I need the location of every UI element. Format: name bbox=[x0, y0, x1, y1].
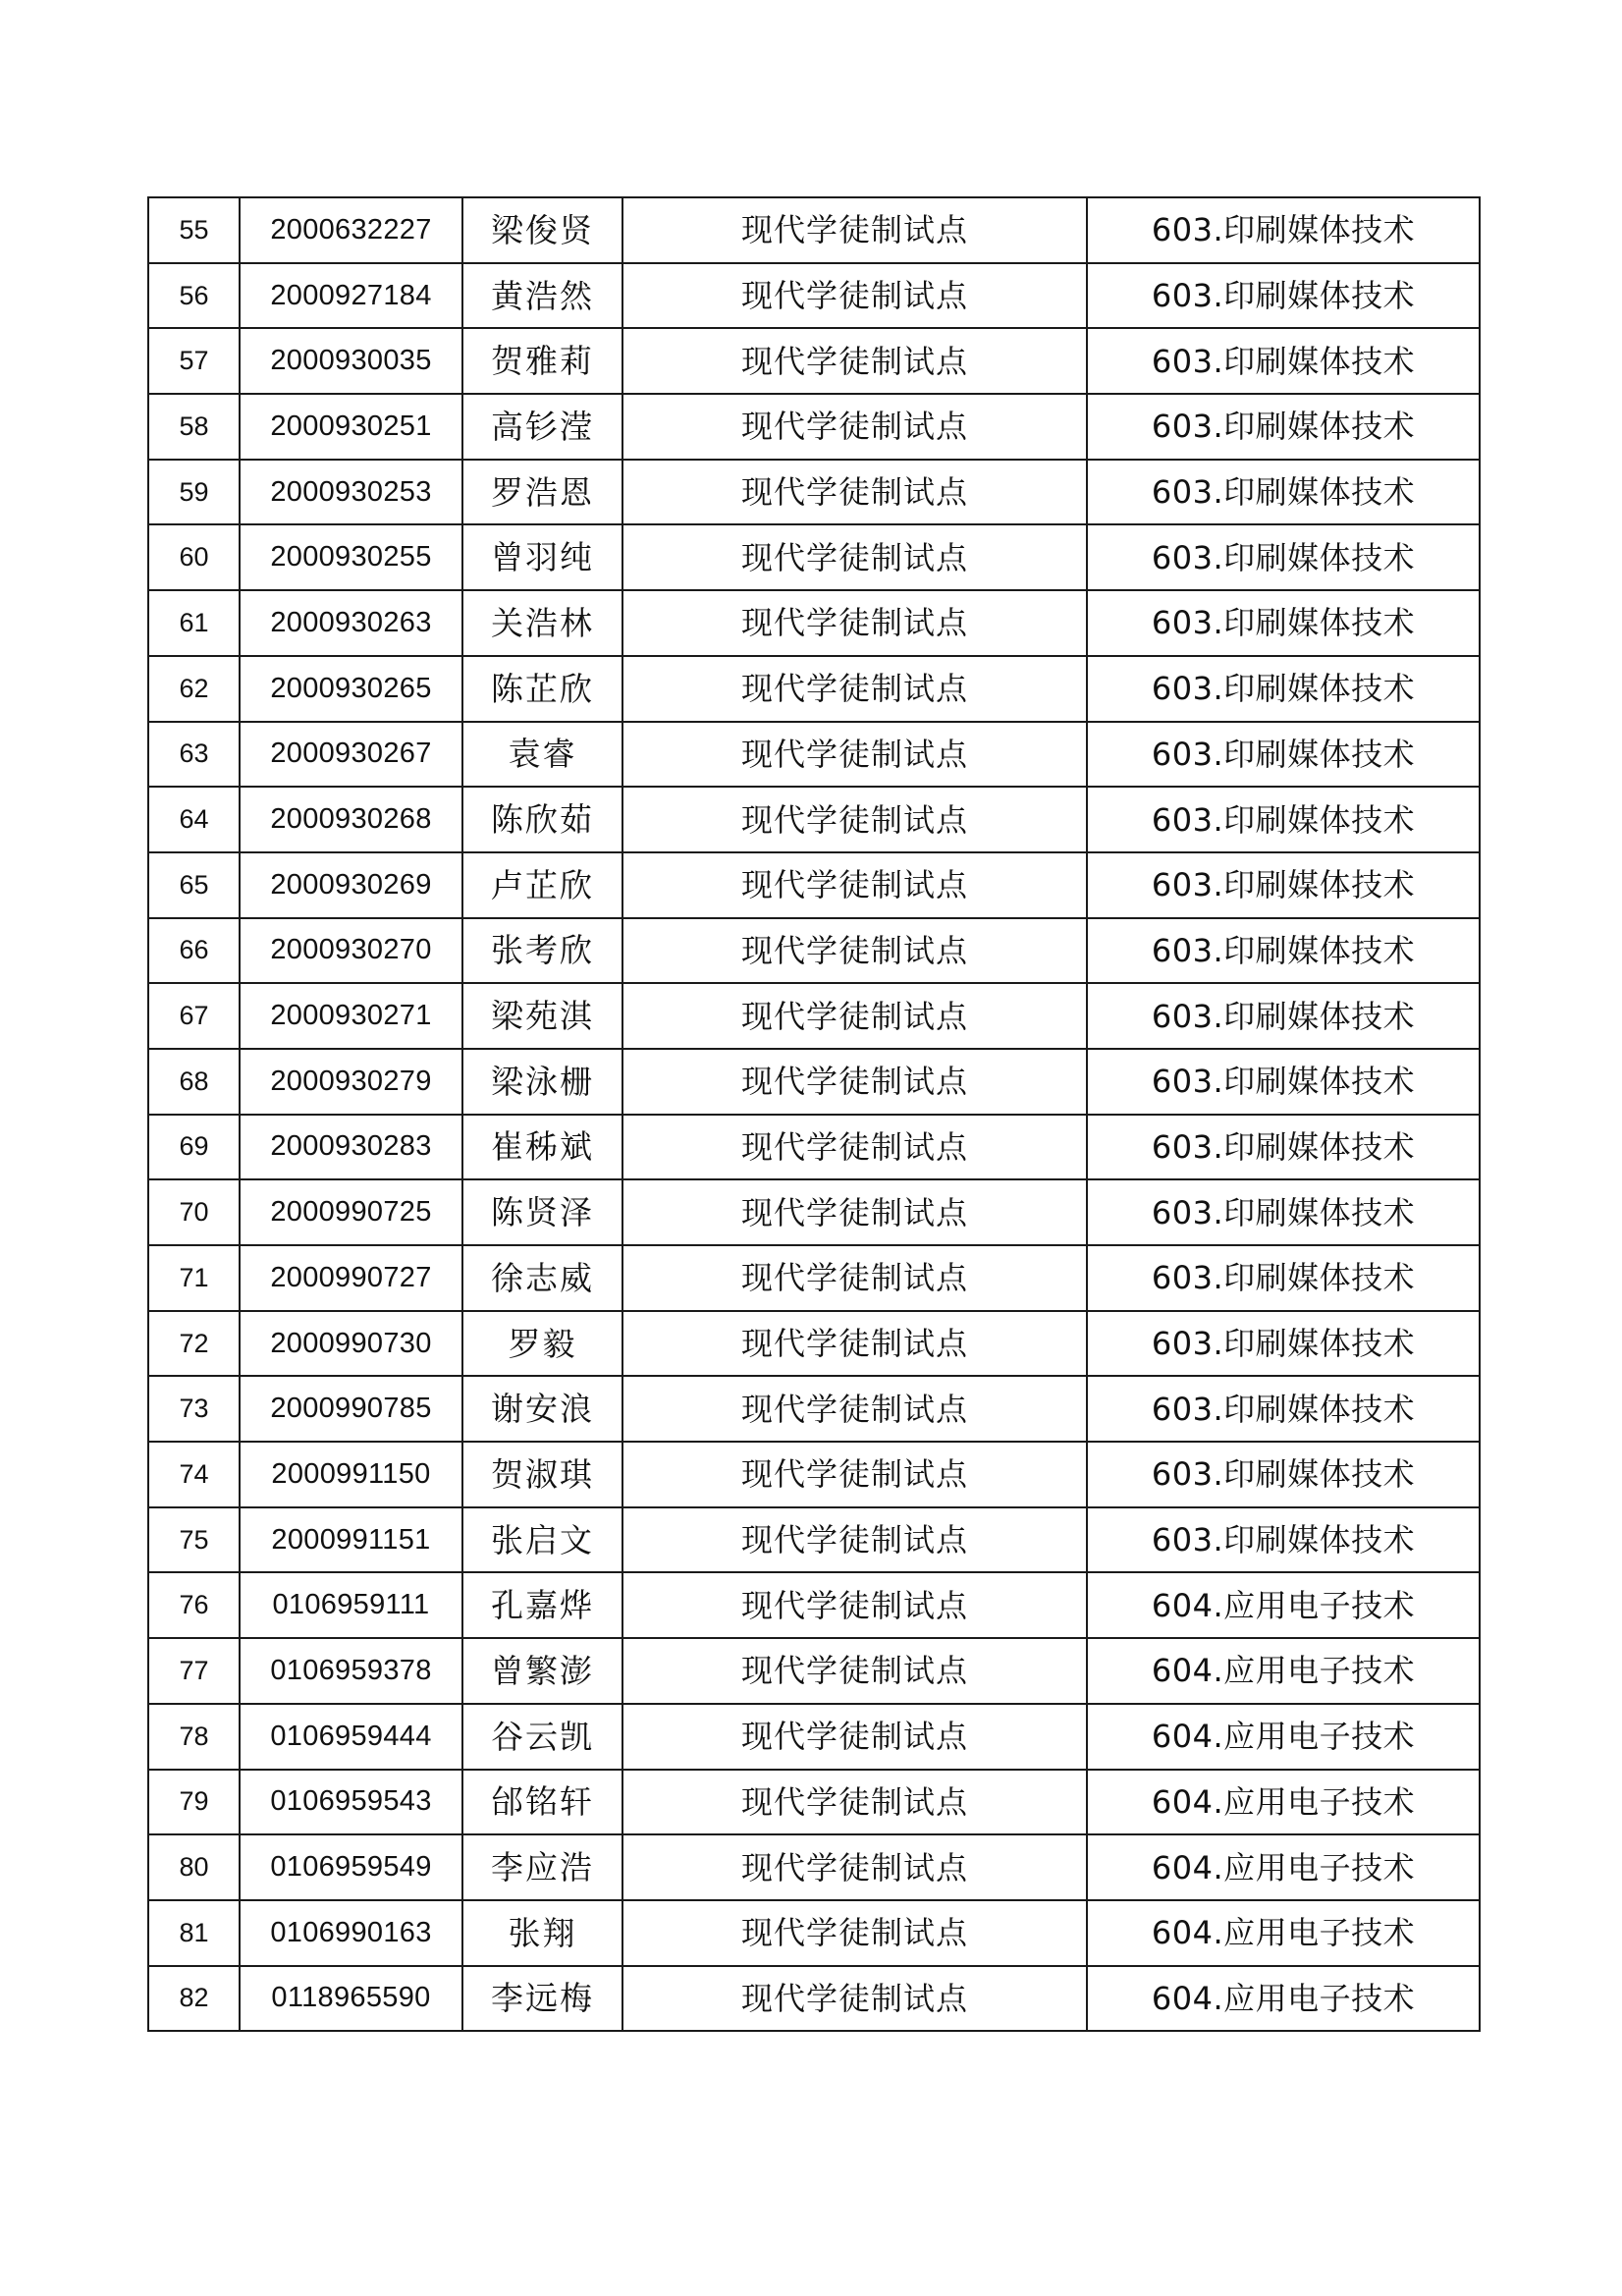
program-type-cell: 现代学徒制试点 bbox=[622, 197, 1087, 263]
table-row bbox=[148, 1704, 1480, 1770]
table-row bbox=[148, 787, 1480, 852]
major-cell: 603.印刷媒体技术 bbox=[1087, 460, 1480, 525]
program-type-cell: 现代学徒制试点 bbox=[622, 983, 1087, 1049]
row-number-cell: 75 bbox=[148, 1507, 240, 1573]
student-name-cell: 贺雅莉 bbox=[462, 328, 622, 394]
major-cell: 604.应用电子技术 bbox=[1087, 1770, 1480, 1835]
major-cell: 603.印刷媒体技术 bbox=[1087, 787, 1480, 852]
major-cell: 603.印刷媒体技术 bbox=[1087, 263, 1480, 329]
major-cell: 603.印刷媒体技术 bbox=[1087, 722, 1480, 788]
student-name-cell: 徐志威 bbox=[462, 1245, 622, 1311]
student-name-cell: 罗毅 bbox=[462, 1311, 622, 1377]
student-name-cell: 陈欣茹 bbox=[462, 787, 622, 852]
row-number-cell: 63 bbox=[148, 722, 240, 788]
table-row bbox=[148, 197, 1480, 263]
student-name-cell: 卢芷欣 bbox=[462, 852, 622, 918]
student-id-cell: 2000991151 bbox=[240, 1507, 462, 1573]
table-row bbox=[148, 918, 1480, 984]
major-cell: 603.印刷媒体技术 bbox=[1087, 1115, 1480, 1180]
student-name-cell: 李远梅 bbox=[462, 1966, 622, 2032]
program-type-cell: 现代学徒制试点 bbox=[622, 1376, 1087, 1442]
student-id-cell: 2000930251 bbox=[240, 394, 462, 460]
row-number-cell: 67 bbox=[148, 983, 240, 1049]
student-id-cell: 2000930267 bbox=[240, 722, 462, 788]
row-number-cell: 70 bbox=[148, 1179, 240, 1245]
student-name-cell: 陈贤泽 bbox=[462, 1179, 622, 1245]
program-type-cell: 现代学徒制试点 bbox=[622, 524, 1087, 590]
row-number-cell: 56 bbox=[148, 263, 240, 329]
row-number-cell: 73 bbox=[148, 1376, 240, 1442]
major-cell: 604.应用电子技术 bbox=[1087, 1638, 1480, 1704]
major-cell: 604.应用电子技术 bbox=[1087, 1900, 1480, 1966]
student-id-cell: 2000930263 bbox=[240, 590, 462, 656]
student-id-cell: 2000632227 bbox=[240, 197, 462, 263]
major-cell: 603.印刷媒体技术 bbox=[1087, 656, 1480, 722]
student-id-cell: 2000990727 bbox=[240, 1245, 462, 1311]
row-number-cell: 82 bbox=[148, 1966, 240, 2032]
row-number-cell: 81 bbox=[148, 1900, 240, 1966]
table-row bbox=[148, 1245, 1480, 1311]
program-type-cell: 现代学徒制试点 bbox=[622, 1704, 1087, 1770]
student-name-cell: 谷云凯 bbox=[462, 1704, 622, 1770]
row-number-cell: 71 bbox=[148, 1245, 240, 1311]
major-cell: 604.应用电子技术 bbox=[1087, 1966, 1480, 2032]
student-name-cell: 梁苑淇 bbox=[462, 983, 622, 1049]
student-name-cell: 谢安浪 bbox=[462, 1376, 622, 1442]
program-type-cell: 现代学徒制试点 bbox=[622, 1966, 1087, 2032]
student-id-cell: 0106959543 bbox=[240, 1770, 462, 1835]
major-cell: 603.印刷媒体技术 bbox=[1087, 1507, 1480, 1573]
table-row bbox=[148, 1376, 1480, 1442]
major-cell: 603.印刷媒体技术 bbox=[1087, 328, 1480, 394]
major-cell: 603.印刷媒体技术 bbox=[1087, 852, 1480, 918]
table-row bbox=[148, 983, 1480, 1049]
student-id-cell: 0106959444 bbox=[240, 1704, 462, 1770]
row-number-cell: 58 bbox=[148, 394, 240, 460]
table-row bbox=[148, 722, 1480, 788]
row-number-cell: 64 bbox=[148, 787, 240, 852]
student-name-cell: 曾羽纯 bbox=[462, 524, 622, 590]
major-cell: 604.应用电子技术 bbox=[1087, 1834, 1480, 1900]
student-id-cell: 2000930035 bbox=[240, 328, 462, 394]
table-row bbox=[148, 656, 1480, 722]
student-name-cell: 曾繁澎 bbox=[462, 1638, 622, 1704]
student-id-cell: 2000990785 bbox=[240, 1376, 462, 1442]
major-cell: 603.印刷媒体技术 bbox=[1087, 1049, 1480, 1115]
student-name-cell: 邰铭轩 bbox=[462, 1770, 622, 1835]
roster-table-body bbox=[148, 197, 1480, 2031]
program-type-cell: 现代学徒制试点 bbox=[622, 1507, 1087, 1573]
row-number-cell: 55 bbox=[148, 197, 240, 263]
program-type-cell: 现代学徒制试点 bbox=[622, 1442, 1087, 1507]
row-number-cell: 77 bbox=[148, 1638, 240, 1704]
major-cell: 603.印刷媒体技术 bbox=[1087, 918, 1480, 984]
major-cell: 603.印刷媒体技术 bbox=[1087, 197, 1480, 263]
row-number-cell: 62 bbox=[148, 656, 240, 722]
table-row bbox=[148, 1179, 1480, 1245]
student-name-cell: 罗浩恩 bbox=[462, 460, 622, 525]
table-row bbox=[148, 1442, 1480, 1507]
student-id-cell: 2000930265 bbox=[240, 656, 462, 722]
student-id-cell: 2000990730 bbox=[240, 1311, 462, 1377]
student-id-cell: 2000930253 bbox=[240, 460, 462, 525]
student-id-cell: 0106959378 bbox=[240, 1638, 462, 1704]
program-type-cell: 现代学徒制试点 bbox=[622, 1179, 1087, 1245]
table-row bbox=[148, 1966, 1480, 2032]
table-row bbox=[148, 394, 1480, 460]
program-type-cell: 现代学徒制试点 bbox=[622, 460, 1087, 525]
row-number-cell: 78 bbox=[148, 1704, 240, 1770]
program-type-cell: 现代学徒制试点 bbox=[622, 1245, 1087, 1311]
student-name-cell: 崔秭斌 bbox=[462, 1115, 622, 1180]
row-number-cell: 60 bbox=[148, 524, 240, 590]
table-row bbox=[148, 1834, 1480, 1900]
program-type-cell: 现代学徒制试点 bbox=[622, 328, 1087, 394]
student-name-cell: 高钐滢 bbox=[462, 394, 622, 460]
student-name-cell: 张翔 bbox=[462, 1900, 622, 1966]
row-number-cell: 68 bbox=[148, 1049, 240, 1115]
row-number-cell: 79 bbox=[148, 1770, 240, 1835]
program-type-cell: 现代学徒制试点 bbox=[622, 1834, 1087, 1900]
table-row bbox=[148, 263, 1480, 329]
program-type-cell: 现代学徒制试点 bbox=[622, 1115, 1087, 1180]
student-name-cell: 陈芷欣 bbox=[462, 656, 622, 722]
student-id-cell: 0118965590 bbox=[240, 1966, 462, 2032]
program-type-cell: 现代学徒制试点 bbox=[622, 722, 1087, 788]
row-number-cell: 57 bbox=[148, 328, 240, 394]
student-id-cell: 0106959111 bbox=[240, 1572, 462, 1638]
table-row bbox=[148, 524, 1480, 590]
row-number-cell: 69 bbox=[148, 1115, 240, 1180]
row-number-cell: 61 bbox=[148, 590, 240, 656]
major-cell: 603.印刷媒体技术 bbox=[1087, 1376, 1480, 1442]
student-id-cell: 2000927184 bbox=[240, 263, 462, 329]
student-id-cell: 0106990163 bbox=[240, 1900, 462, 1966]
major-cell: 604.应用电子技术 bbox=[1087, 1572, 1480, 1638]
program-type-cell: 现代学徒制试点 bbox=[622, 1572, 1087, 1638]
student-id-cell: 2000930283 bbox=[240, 1115, 462, 1180]
program-type-cell: 现代学徒制试点 bbox=[622, 1049, 1087, 1115]
table-row bbox=[148, 1311, 1480, 1377]
program-type-cell: 现代学徒制试点 bbox=[622, 852, 1087, 918]
student-name-cell: 张启文 bbox=[462, 1507, 622, 1573]
row-number-cell: 76 bbox=[148, 1572, 240, 1638]
table-row bbox=[148, 1049, 1480, 1115]
student-name-cell: 袁睿 bbox=[462, 722, 622, 788]
program-type-cell: 现代学徒制试点 bbox=[622, 263, 1087, 329]
student-id-cell: 2000991150 bbox=[240, 1442, 462, 1507]
table-row bbox=[148, 1115, 1480, 1180]
table-row bbox=[148, 1507, 1480, 1573]
student-id-cell: 2000930268 bbox=[240, 787, 462, 852]
major-cell: 603.印刷媒体技术 bbox=[1087, 590, 1480, 656]
row-number-cell: 65 bbox=[148, 852, 240, 918]
major-cell: 603.印刷媒体技术 bbox=[1087, 524, 1480, 590]
student-roster-table bbox=[147, 196, 1481, 2032]
table-row bbox=[148, 328, 1480, 394]
program-type-cell: 现代学徒制试点 bbox=[622, 1900, 1087, 1966]
student-name-cell: 梁泳栅 bbox=[462, 1049, 622, 1115]
table-row bbox=[148, 1770, 1480, 1835]
student-name-cell: 孔嘉烨 bbox=[462, 1572, 622, 1638]
major-cell: 603.印刷媒体技术 bbox=[1087, 1311, 1480, 1377]
student-id-cell: 2000930255 bbox=[240, 524, 462, 590]
student-name-cell: 李应浩 bbox=[462, 1834, 622, 1900]
row-number-cell: 59 bbox=[148, 460, 240, 525]
major-cell: 603.印刷媒体技术 bbox=[1087, 983, 1480, 1049]
student-id-cell: 2000930271 bbox=[240, 983, 462, 1049]
student-name-cell: 梁俊贤 bbox=[462, 197, 622, 263]
row-number-cell: 74 bbox=[148, 1442, 240, 1507]
student-id-cell: 2000990725 bbox=[240, 1179, 462, 1245]
student-id-cell: 2000930279 bbox=[240, 1049, 462, 1115]
table-row bbox=[148, 460, 1480, 525]
student-id-cell: 0106959549 bbox=[240, 1834, 462, 1900]
major-cell: 603.印刷媒体技术 bbox=[1087, 1245, 1480, 1311]
student-id-cell: 2000930270 bbox=[240, 918, 462, 984]
table-row bbox=[148, 590, 1480, 656]
program-type-cell: 现代学徒制试点 bbox=[622, 787, 1087, 852]
table-row bbox=[148, 852, 1480, 918]
major-cell: 604.应用电子技术 bbox=[1087, 1704, 1480, 1770]
row-number-cell: 66 bbox=[148, 918, 240, 984]
program-type-cell: 现代学徒制试点 bbox=[622, 1770, 1087, 1835]
program-type-cell: 现代学徒制试点 bbox=[622, 394, 1087, 460]
student-name-cell: 贺淑琪 bbox=[462, 1442, 622, 1507]
major-cell: 603.印刷媒体技术 bbox=[1087, 394, 1480, 460]
major-cell: 603.印刷媒体技术 bbox=[1087, 1179, 1480, 1245]
row-number-cell: 80 bbox=[148, 1834, 240, 1900]
major-cell: 603.印刷媒体技术 bbox=[1087, 1442, 1480, 1507]
program-type-cell: 现代学徒制试点 bbox=[622, 656, 1087, 722]
program-type-cell: 现代学徒制试点 bbox=[622, 590, 1087, 656]
program-type-cell: 现代学徒制试点 bbox=[622, 1638, 1087, 1704]
program-type-cell: 现代学徒制试点 bbox=[622, 1311, 1087, 1377]
table-row bbox=[148, 1900, 1480, 1966]
program-type-cell: 现代学徒制试点 bbox=[622, 918, 1087, 984]
student-name-cell: 黄浩然 bbox=[462, 263, 622, 329]
table-row bbox=[148, 1638, 1480, 1704]
student-id-cell: 2000930269 bbox=[240, 852, 462, 918]
table-row bbox=[148, 1572, 1480, 1638]
student-name-cell: 张考欣 bbox=[462, 918, 622, 984]
student-name-cell: 关浩林 bbox=[462, 590, 622, 656]
row-number-cell: 72 bbox=[148, 1311, 240, 1377]
